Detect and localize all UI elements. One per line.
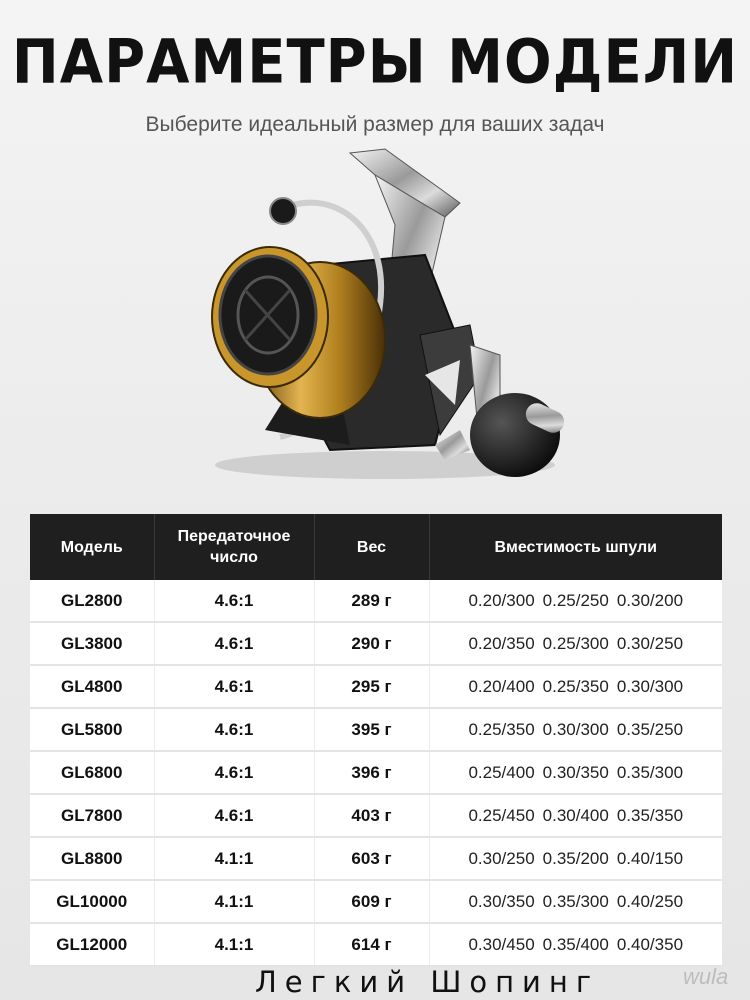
column-header-ratio: Передаточное число xyxy=(154,514,314,580)
weight-cell: 403 г xyxy=(314,794,429,837)
capacity-cell xyxy=(429,622,722,665)
capacity-value: 0.30/200 xyxy=(616,590,684,610)
weight-cell: 603 г xyxy=(314,837,429,880)
ratio-cell: 4.6:1 xyxy=(154,580,314,622)
model-cell: GL12000 xyxy=(30,923,154,966)
capacity-cell xyxy=(429,880,722,923)
ratio-cell: 4.6:1 xyxy=(154,708,314,751)
page-title: ПАРАМЕТРЫ МОДЕЛИ xyxy=(11,27,739,98)
capacity-value: 0.30/350 xyxy=(542,762,609,782)
capacity-value: 0.40/150 xyxy=(616,848,684,868)
capacity-value: 0.35/250 xyxy=(616,719,684,739)
table-row xyxy=(30,923,722,966)
ratio-cell: 4.6:1 xyxy=(154,622,314,665)
capacity-value: 0.25/400 xyxy=(468,762,535,782)
capacity-value: 0.30/250 xyxy=(468,848,535,868)
capacity-value: 0.40/350 xyxy=(616,934,684,954)
model-cell: GL4800 xyxy=(30,665,154,708)
ratio-cell: 4.1:1 xyxy=(154,923,314,966)
column-header-weight: Вес xyxy=(314,514,429,580)
capacity-value: 0.30/350 xyxy=(468,891,535,911)
capacity-value: 0.25/350 xyxy=(542,676,609,696)
weight-cell: 290 г xyxy=(314,622,429,665)
capacity-value: 0.20/350 xyxy=(468,633,535,653)
table-row xyxy=(30,580,722,622)
capacity-value: 0.35/300 xyxy=(616,762,684,782)
capacity-value: 0.25/450 xyxy=(468,805,535,825)
ratio-cell: 4.6:1 xyxy=(154,751,314,794)
capacity-value: 0.35/300 xyxy=(542,891,609,911)
model-cell: GL6800 xyxy=(30,751,154,794)
capacity-value: 0.20/400 xyxy=(468,676,535,696)
weight-cell: 289 г xyxy=(314,580,429,622)
table-row xyxy=(30,880,722,923)
capacity-value: 0.35/350 xyxy=(616,805,684,825)
capacity-value: 0.25/300 xyxy=(542,633,609,653)
ratio-cell: 4.6:1 xyxy=(154,665,314,708)
column-header-capacity: Вместимость шпули xyxy=(429,514,722,580)
table-row xyxy=(30,622,722,665)
capacity-value: 0.40/250 xyxy=(616,891,684,911)
model-cell: GL2800 xyxy=(30,580,154,622)
capacity-cell xyxy=(429,580,722,622)
column-header-model: Модель xyxy=(30,514,154,580)
ratio-cell: 4.1:1 xyxy=(154,880,314,923)
shop-logo-text: Легкий Шопинг xyxy=(255,965,600,999)
capacity-cell xyxy=(429,708,722,751)
capacity-value: 0.25/350 xyxy=(468,719,535,739)
capacity-value: 0.30/250 xyxy=(616,633,684,653)
capacity-cell xyxy=(429,923,722,966)
capacity-value: 0.30/450 xyxy=(468,934,535,954)
table-header-row xyxy=(30,514,722,580)
table-row xyxy=(30,837,722,880)
weight-cell: 614 г xyxy=(314,923,429,966)
ratio-cell: 4.1:1 xyxy=(154,837,314,880)
capacity-value: 0.30/400 xyxy=(542,805,609,825)
table-row xyxy=(30,751,722,794)
model-cell: GL8800 xyxy=(30,837,154,880)
capacity-cell xyxy=(429,751,722,794)
capacity-cell xyxy=(429,794,722,837)
ratio-cell: 4.6:1 xyxy=(154,794,314,837)
capacity-cell xyxy=(429,665,722,708)
model-cell: GL7800 xyxy=(30,794,154,837)
capacity-cell xyxy=(429,837,722,880)
capacity-value: 0.20/300 xyxy=(468,590,535,610)
capacity-value: 0.30/300 xyxy=(616,676,684,696)
model-cell: GL5800 xyxy=(30,708,154,751)
weight-cell: 396 г xyxy=(314,751,429,794)
spec-table xyxy=(30,514,722,967)
capacity-value: 0.30/300 xyxy=(542,719,609,739)
weight-cell: 609 г xyxy=(314,880,429,923)
watermark: wula xyxy=(683,964,729,989)
model-cell: GL3800 xyxy=(30,622,154,665)
capacity-value: 0.35/400 xyxy=(542,934,609,954)
table-row xyxy=(30,794,722,837)
capacity-value: 0.35/200 xyxy=(542,848,609,868)
spinning-reel-icon xyxy=(170,145,590,490)
weight-cell: 295 г xyxy=(314,665,429,708)
table-row xyxy=(30,665,722,708)
table-row xyxy=(30,708,722,751)
model-cell: GL10000 xyxy=(30,880,154,923)
page-subtitle: Выберите идеальный размер для ваших задач xyxy=(145,113,605,136)
capacity-value: 0.25/250 xyxy=(542,590,609,610)
weight-cell: 395 г xyxy=(314,708,429,751)
